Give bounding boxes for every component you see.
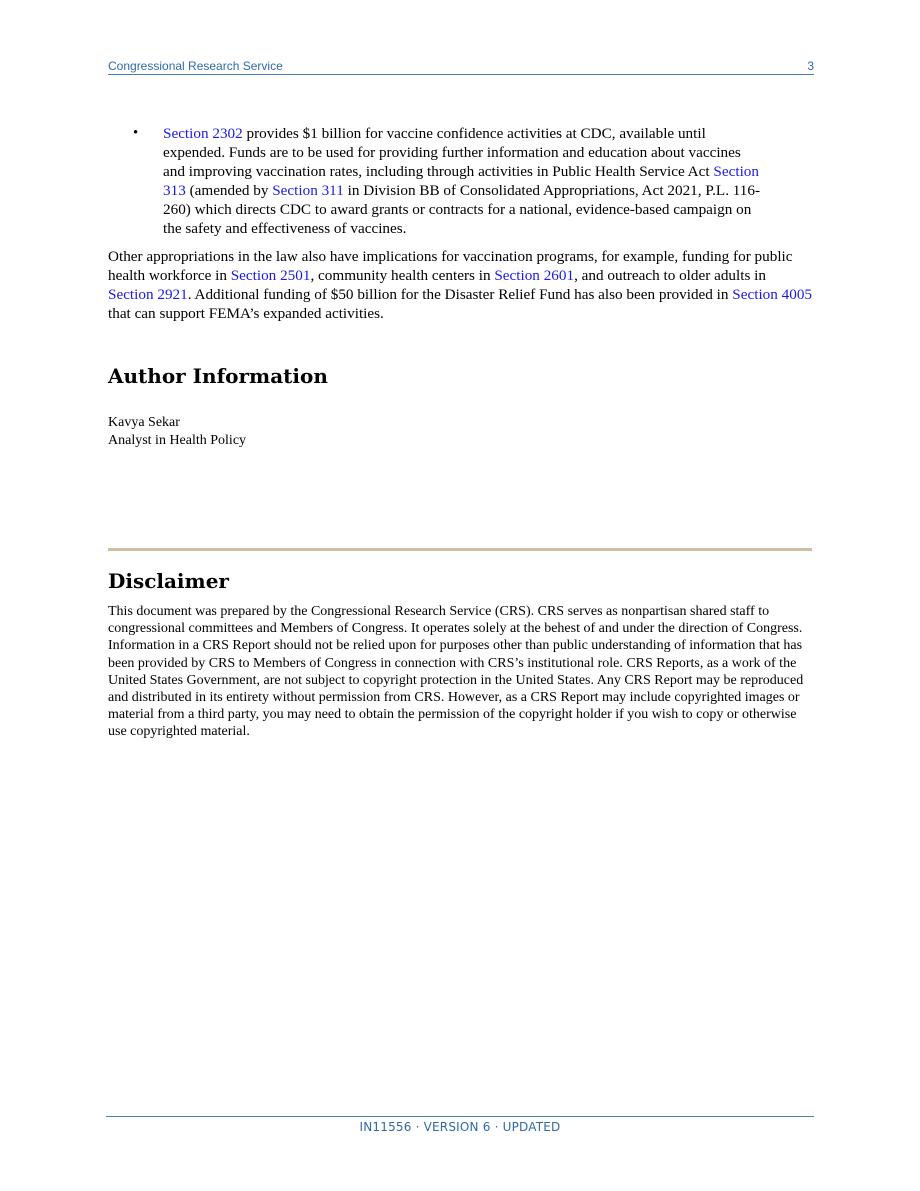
link-section-4005[interactable]: Section 4005 (732, 286, 813, 303)
link-section-2302[interactable]: Section 2302 (163, 125, 243, 142)
link-section-311[interactable]: Section 311 (272, 182, 344, 199)
author-name: Kavya Sekar (108, 415, 180, 430)
bullet-dot: • (133, 125, 139, 141)
para-text-3: , and outreach to older adults in (574, 267, 766, 284)
bullet-text-3: in Division BB of Consolidated Appropriations, Act 2021, P.L. 116-260) which directs CDC to award grants or contracts for a national, evidence-based campaign on the safety and effectiveness of vaccines. (163, 182, 761, 237)
link-section-313[interactable]: Section 313 (163, 163, 759, 199)
author-block (108, 414, 246, 450)
footer-rule (106, 1116, 814, 1117)
author-title: Analyst in Health Policy (108, 433, 247, 448)
link-section-2601[interactable]: Section 2601 (494, 267, 575, 284)
footer-report-id: IN11556 · VERSION 6 · UPDATED (359, 1120, 561, 1134)
bullet-text-2: (amended by (185, 182, 273, 199)
para-text-2: , community health centers in (310, 267, 495, 284)
disclaimer-text: This document was prepared by the Congressional Research Service (CRS). CRS serves as nonpartisan shared staff to congressional committees and Members of Congress. It operates solely at the behest of and under the direction of Congress. Information in a CRS Report should not be relied upon for purposes other than public understanding of information that has been provided by CRS to Members of Congress in connection with CRS’s institutional role. CRS Reports, as a work of the United States Government, are not subject to copyright protection in the United States. Any CRS Report may be reproduced and distributed in its entirety without permission from CRS. However, as a CRS Report may include copyrighted images or material from a third party, you may need to obtain the permission of the copyright holder if you wish to copy or otherwise use copyrighted material. (108, 604, 804, 740)
disclaimer-heading: Disclaimer (108, 569, 229, 593)
header-org: Congressional Research Service (108, 59, 283, 73)
link-section-2501[interactable]: Section 2501 (230, 267, 311, 284)
para-text-5: that can support FEMA’s expanded activities. (108, 305, 384, 322)
section-divider (108, 548, 812, 551)
author-heading: Author Information (108, 364, 328, 388)
para-text-1: Other appropriations in the law also have implications for vaccination programs, for example, funding for public health workforce in (108, 248, 793, 284)
bullet-item (163, 124, 763, 238)
para-text-4: . Additional funding of $50 billion for the Disaster Relief Fund has also been provided in (187, 286, 733, 303)
page-number: 3 (807, 59, 814, 73)
appropriations-paragraph (108, 247, 814, 323)
bullet-text-1: provides $1 billion for vaccine confidence activities at CDC, available until expended. Funds are to be used for providing further information and education about vaccines and improving vaccination rates, including through activities in Public Health Service Act (163, 125, 741, 180)
link-section-2921[interactable]: Section 2921 (108, 286, 188, 303)
page-header (108, 57, 814, 75)
